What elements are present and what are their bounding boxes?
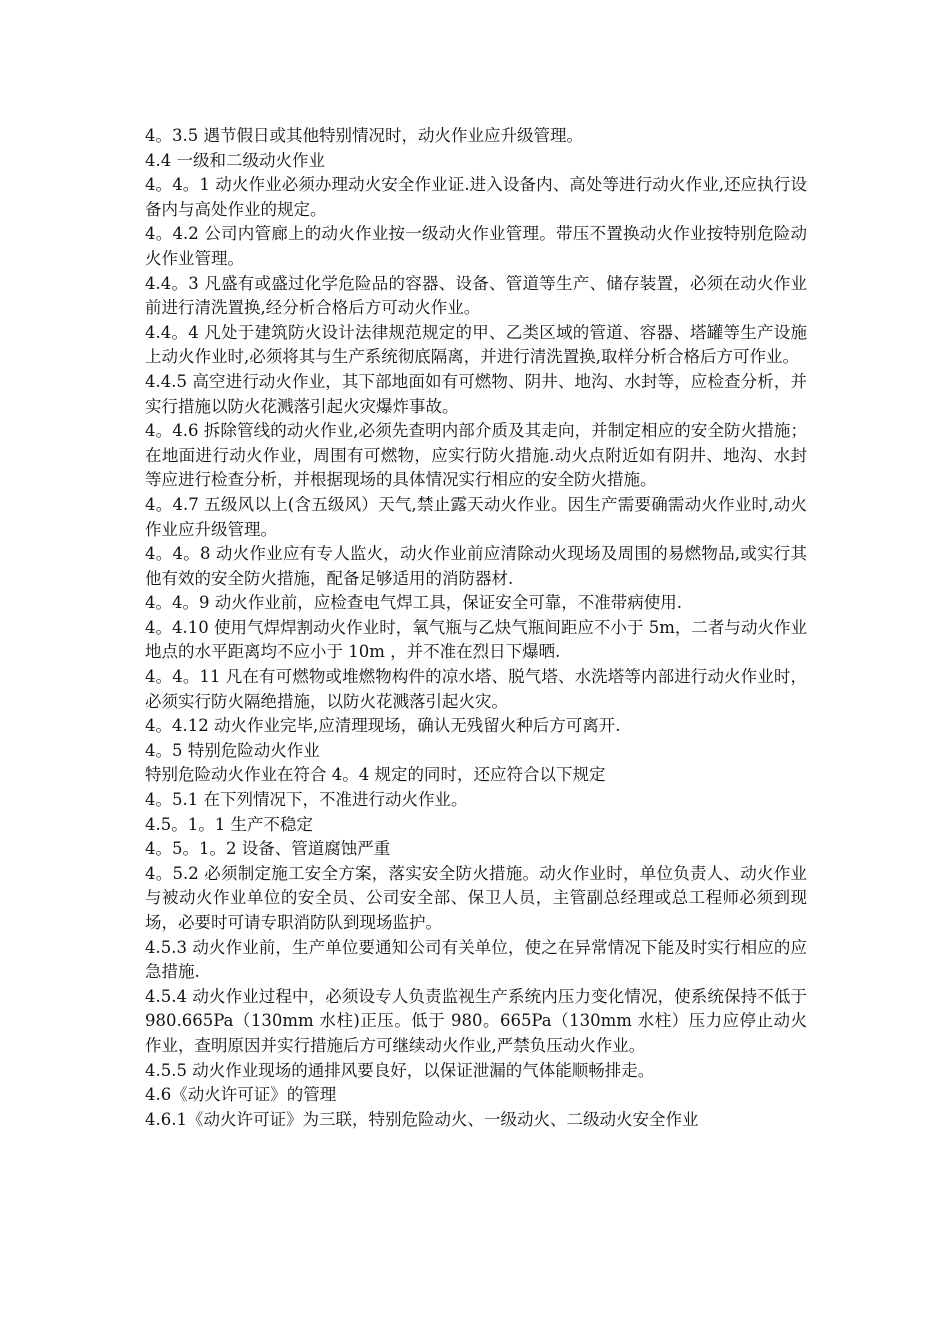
paragraph-4-5-1-1: 4.5。1。1 生产不稳定 bbox=[145, 814, 313, 834]
paragraph-4-5-4: 4.5.4 动火作业过程中，必须设专人负责监视生产系统内压力变化情况，使系统保持不低于 980.665Pa（130mm 水柱)正压。低于 980。665Pa（130mm 水柱）压力应停止动火作业，查明原因并实行措施后方可继续动火作业,严禁负压动火作业。 bbox=[145, 986, 807, 1055]
paragraph-4-4-10: 4。4.10 使用气焊焊割动火作业时，氧气瓶与乙炔气瓶间距应不小于 5m，二者与动火作业地点的水平距离均不应小于 10m ，并不准在烈日下爆晒. bbox=[145, 617, 807, 662]
paragraph-4-5-intro: 特别危险动火作业在符合 4。4 规定的同时，还应符合以下规定 bbox=[145, 765, 606, 785]
paragraph-4-4-11: 4。4。11 凡在有可燃物或堆燃物构件的凉水塔、脱气塔、水洗塔等内部进行动火作业时，必须实行防火隔绝措施，以防火花溅落引起火灾。 bbox=[145, 667, 807, 711]
paragraph-4-5-1-2: 4。5。1。2 设备、管道腐蚀严重 bbox=[145, 839, 391, 859]
heading-4-4: 4.4 一级和二级动火作业 bbox=[145, 150, 325, 170]
paragraph-4-5-5: 4.5.5 动火作业现场的通排风要良好，以保证泄漏的气体能顺畅排走。 bbox=[145, 1060, 655, 1080]
paragraph-4-4-8: 4。4。8 动火作业应有专人监火，动火作业前应清除动火现场及周围的易燃物品,或实行其他有效的安全防火措施，配备足够适用的消防器材. bbox=[145, 544, 807, 588]
paragraph-4-4-6: 4。4.6 拆除管线的动火作业,必须先查明内部介质及其走向，并制定相应的安全防火措施；在地面进行动火作业，周围有可燃物，应实行防火措施.动火点附近如有阴井、地沟、水封等应进行检查分析，并根据现场的具体情况实行相应的安全防火措施。 bbox=[145, 421, 807, 490]
paragraph-4-4-4: 4.4。4 凡处于建筑防火设计法律规范规定的甲、乙类区域的管道、容器、塔罐等生产设施上动火作业时,必须将其与生产系统彻底隔离，并进行清洗置换,取样分析合格后方可作业。 bbox=[145, 322, 807, 367]
paragraph-4-5-1: 4。5.1 在下列情况下，不准进行动火作业。 bbox=[145, 790, 468, 810]
paragraph-4-4-1: 4。4。1 动火作业必须办理动火安全作业证.进入设备内、高处等进行动火作业,还应执行设备内与高处作业的规定。 bbox=[145, 175, 807, 219]
paragraph-4-4-3: 4.4。3 凡盛有或盛过化学危险品的容器、设备、管道等生产、储存装置，必须在动火作业前进行清洗置换,经分析合格后方可动火作业。 bbox=[145, 273, 807, 318]
paragraph-4-4-9: 4。4。9 动火作业前，应检查电气焊工具，保证安全可靠，不准带病使用. bbox=[145, 593, 682, 613]
paragraph-4-3-5: 4。3.5 遇节假日或其他特别情况时，动火作业应升级管理。 bbox=[145, 126, 583, 145]
paragraph-4-4-5: 4.4.5 高空进行动火作业，其下部地面如有可燃物、阴井、地沟、水封等，应检查分析，并实行措施以防火花溅落引起火灾爆炸事故。 bbox=[145, 371, 807, 416]
paragraph-4-5-3: 4.5.3 动火作业前，生产单位要通知公司有关单位，使之在异常情况下能及时实行相应的应急措施. bbox=[145, 937, 807, 982]
heading-4-6: 4.6《动火许可证》的管理 bbox=[145, 1085, 337, 1105]
heading-4-5: 4。5 特别危险动火作业 bbox=[145, 740, 320, 760]
paragraph-4-6-1: 4.6.1《动火许可证》为三联，特别危险动火、一级动火、二级动火安全作业 bbox=[145, 1109, 699, 1129]
paragraph-4-4-7: 4。4.7 五级风以上(含五级风）天气,禁止露天动火作业。因生产需要确需动火作业时,动火作业应升级管理。 bbox=[145, 494, 807, 539]
paragraph-4-4-12: 4。4.12 动火作业完毕,应清理现场，确认无残留火种后方可离开. bbox=[145, 716, 621, 736]
paragraph-4-5-2: 4。5.2 必须制定施工安全方案，落实安全防火措施。动火作业时，单位负责人、动火作业与被动火作业单位的安全员、公司安全部、保卫人员，主管副总经理或总工程师必须到现场，必要时可请专职消防队到现场监护。 bbox=[145, 863, 807, 932]
document-body bbox=[145, 124, 807, 1132]
paragraph-4-4-2: 4。4.2 公司内管廊上的动火作业按一级动火作业管理。带压不置换动火作业按特别危险动火作业管理。 bbox=[145, 224, 807, 268]
